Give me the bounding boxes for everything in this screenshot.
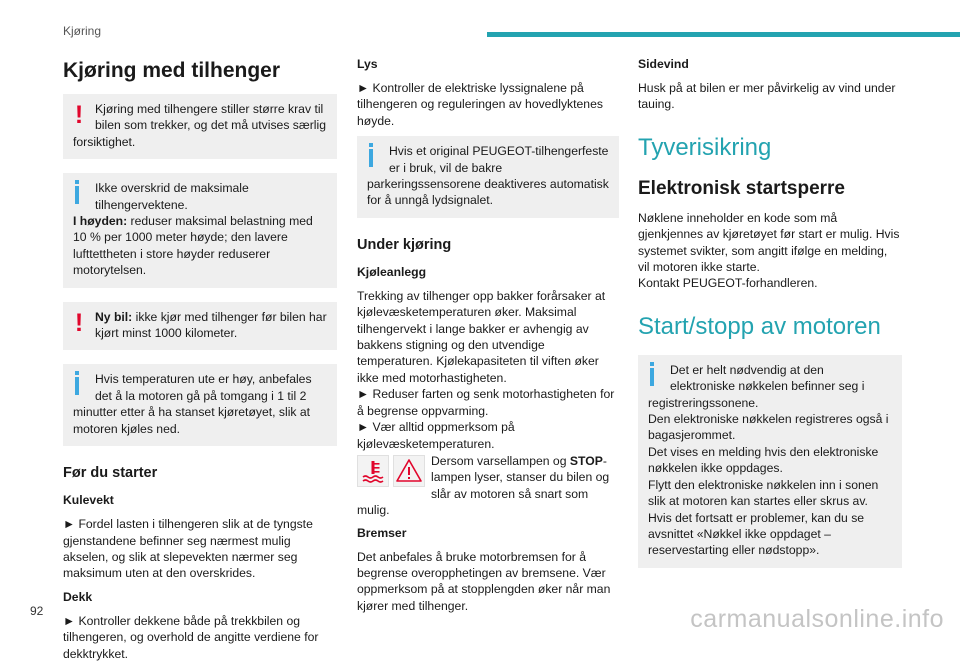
paragraph: ► Reduser farten og senk motorhastigheten for å begrense oppvarming. xyxy=(357,387,615,418)
exclamation-icon: ! xyxy=(74,101,84,129)
chapter-heading: Start/stopp av motoren xyxy=(638,312,881,340)
paragraph: Kontakt PEUGEOT-forhandleren. xyxy=(638,276,818,291)
info-box-temperature xyxy=(63,364,337,446)
warning-box-trailer xyxy=(63,94,337,159)
section-heading: Elektronisk startsperre xyxy=(638,177,845,199)
coolant-temperature-warning-icon xyxy=(357,455,389,487)
paragraph: Trekking av tilhenger opp bakker forårsaker at kjølevæsketemperaturen øker. Maksimal tilhengervekt i lange bakker er avhengig av bakkens stigning og den utvendige temperaturen. Kjølekapasiteten til viften øker ikke med motorhastigheten. xyxy=(357,288,606,385)
subsection-heading: Kulevekt xyxy=(63,493,114,508)
paragraph: ► Kontroller de elektriske lyssignalene på tilhengeren og reguleringen av hovedlyktenes høyde. xyxy=(357,81,603,128)
info-text: Hvis et original PEUGEOT-tilhengerfeste er i bruk, vil de bakre parkeringssensorene deaktiveres automatisk for å unngå lydsignalet. xyxy=(367,144,609,208)
warning-text: Ny bil: ikke kjør med tilhenger før bilen har kjørt minst 1000 kilometer. xyxy=(95,309,327,341)
info-text: Den elektroniske nøkkelen registreres også i bagasjerommet. xyxy=(648,412,889,443)
header-accent-bar xyxy=(487,32,960,37)
info-box-electronic-key xyxy=(638,355,902,568)
info-icon xyxy=(73,371,95,403)
info-text: Hvis det fortsatt er problemer, kan du se avsnittet «Nøkkel ikke oppdaget – reservestarting eller nødstopp». xyxy=(648,510,865,558)
page-title: Kjøring med tilhenger xyxy=(63,59,281,82)
info-text: Det er helt nødvendig at den elektroniske nøkkelen befinner seg i registreringssonene. xyxy=(648,362,865,410)
info-icon xyxy=(73,180,95,212)
page-number: 92 xyxy=(30,604,44,618)
column-3 xyxy=(638,56,902,582)
section-title: Kjøring xyxy=(63,24,102,38)
paragraph: Det anbefales å bruke motorbremsen for å begrense overopphetingen av bremsene. Vær oppmerksom på at stopplengden øker når man kjører med tilhenger. xyxy=(357,549,611,613)
subsection-heading: Lys xyxy=(357,57,378,71)
info-text: Det vises en melding hvis den elektroniske nøkkelen ikke oppdages. xyxy=(648,444,879,476)
warning-box-new-car xyxy=(63,302,337,351)
info-icon xyxy=(648,362,670,394)
paragraph: ► Kontroller dekkene både på trekkbilen og tilhengeren, og overhold de angitte verdiene for dekktrykket. xyxy=(63,613,319,661)
info-icon xyxy=(367,143,389,175)
subsection-heading: Sidevind xyxy=(638,57,689,71)
info-text: Hvis temperaturen ute er høy, anbefales det å la motoren gå på tomgang i 1 til 2 minutter etter å ha stanset kjøretøyet, slik at motoren kjøles ned. xyxy=(73,372,312,436)
paragraph: ► Fordel lasten i tilhengeren slik at de tyngste gjenstandene befinner seg nærmest mulig akselen, og slik at slepevekten nærmer seg maksimum uten at den overskrides. xyxy=(63,517,313,581)
info-box-weights xyxy=(63,173,337,287)
subsection-heading: Kjøleanlegg xyxy=(357,264,427,279)
warning-lamp-paragraph xyxy=(357,453,619,519)
paragraph: ► Vær alltid oppmerksom på kjølevæsketemperaturen. xyxy=(357,420,515,451)
section-heading: Under kjøring xyxy=(357,236,452,253)
info-text: Ikke overskrid de maksimale tilhengervektene. I høyden: reduser maksimal belastning med 10 % per 1000 meter høyde; den lavere lufttettheten i store høyder reduserer motorytelsen. xyxy=(73,181,313,278)
subsection-heading: Dekk xyxy=(63,589,93,604)
warning-text: Kjøring med tilhengere stiller større krav til bilen som trekker, og det må utvises særlig forsiktighet. xyxy=(73,102,326,149)
column-2 xyxy=(357,56,619,621)
paragraph: Husk på at bilen er mer påvirkelig av vind under tauing. xyxy=(638,81,896,112)
paragraph: Dersom varsellampen og STOP-lampen lyser, stanser du bilen og slår av motoren så snart som mulig. xyxy=(357,453,610,518)
section-heading: Før du starter xyxy=(63,465,158,482)
paragraph: Nøklene inneholder en kode som må gjenkjennes av kjøretøyet før start er mulig. Hvis systemet svikter, som angitt ifølge en melding, vil motoren ikke starte. xyxy=(638,210,900,275)
info-box-towbar xyxy=(357,136,619,218)
watermark: carmanualsonline.info xyxy=(690,605,944,633)
subsection-heading: Bremser xyxy=(357,525,407,540)
chapter-heading: Tyverisikring xyxy=(638,133,772,161)
exclamation-icon: ! xyxy=(74,308,84,337)
column-1 xyxy=(63,56,337,669)
warning-triangle-icon xyxy=(393,455,425,487)
info-text: Flytt den elektroniske nøkkelen inn i sonen slik at motoren kan startes eller skrus av. xyxy=(648,477,879,509)
